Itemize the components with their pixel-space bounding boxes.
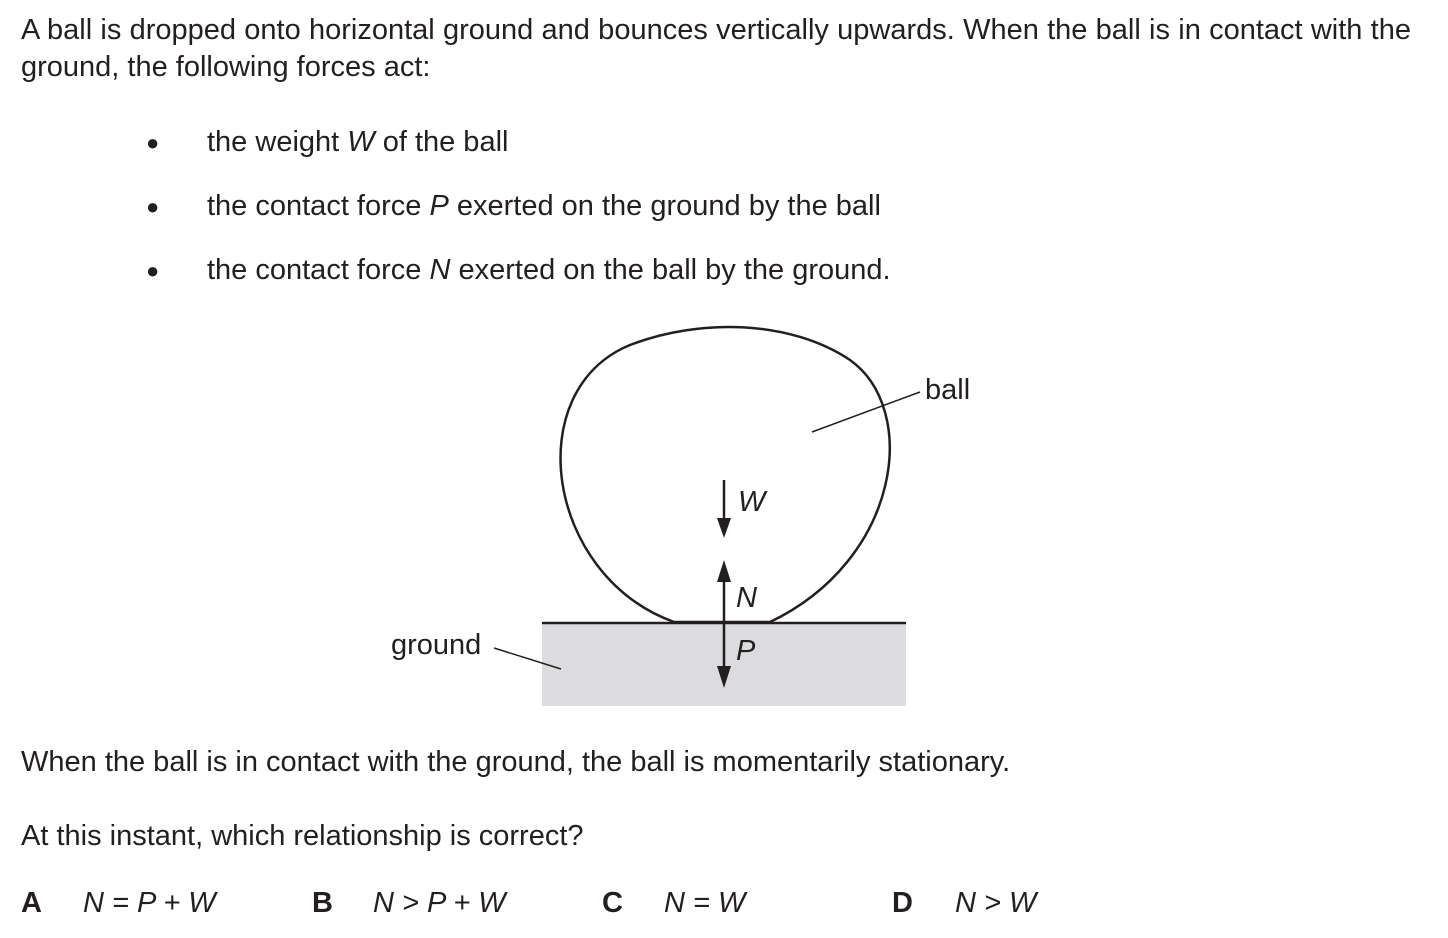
option-c-letter[interactable]: C — [602, 887, 623, 919]
bullet-text-after: exerted on the ball by the ground. — [450, 254, 891, 286]
bullet-icon: ● — [146, 194, 160, 219]
ground-label: ground — [391, 629, 482, 661]
bullet-icon: ● — [146, 258, 160, 283]
question-intro: A ball is dropped onto horizontal ground and bounces vertically upwards. When the ball is in contact with the ground, the following forces act: — [21, 14, 1411, 83]
option-a-letter[interactable]: A — [21, 887, 42, 919]
bullet-text-after: of the ball — [374, 126, 509, 158]
option-b-letter[interactable]: B — [312, 887, 333, 919]
option-b-text[interactable]: N > P + W — [373, 887, 506, 919]
statement-text: When the ball is in contact with the ground, the ball is momentarily stationary. — [21, 746, 1011, 778]
weight-force-label: W — [738, 486, 766, 518]
normal-force-label: N — [736, 582, 757, 614]
option-d-text[interactable]: N > W — [955, 887, 1037, 919]
option-c-text[interactable]: N = W — [664, 887, 746, 919]
option-d-letter[interactable]: D — [892, 887, 913, 919]
bullet-text-before: the weight — [207, 126, 348, 158]
bullet-text-before: the contact force — [207, 254, 430, 286]
ball-label: ball — [925, 374, 971, 406]
force-symbol: P — [429, 190, 449, 222]
bullet-icon: ● — [146, 130, 160, 155]
bullet-text-before: the contact force — [207, 190, 430, 222]
contact-force-label: P — [736, 635, 756, 667]
option-a-text[interactable]: N = P + W — [83, 887, 216, 919]
force-symbol: W — [347, 126, 375, 158]
bullet-text-after: exerted on the ground by the ball — [448, 190, 881, 222]
force-symbol: N — [429, 254, 451, 286]
question-prompt: At this instant, which relationship is correct? — [21, 820, 584, 852]
